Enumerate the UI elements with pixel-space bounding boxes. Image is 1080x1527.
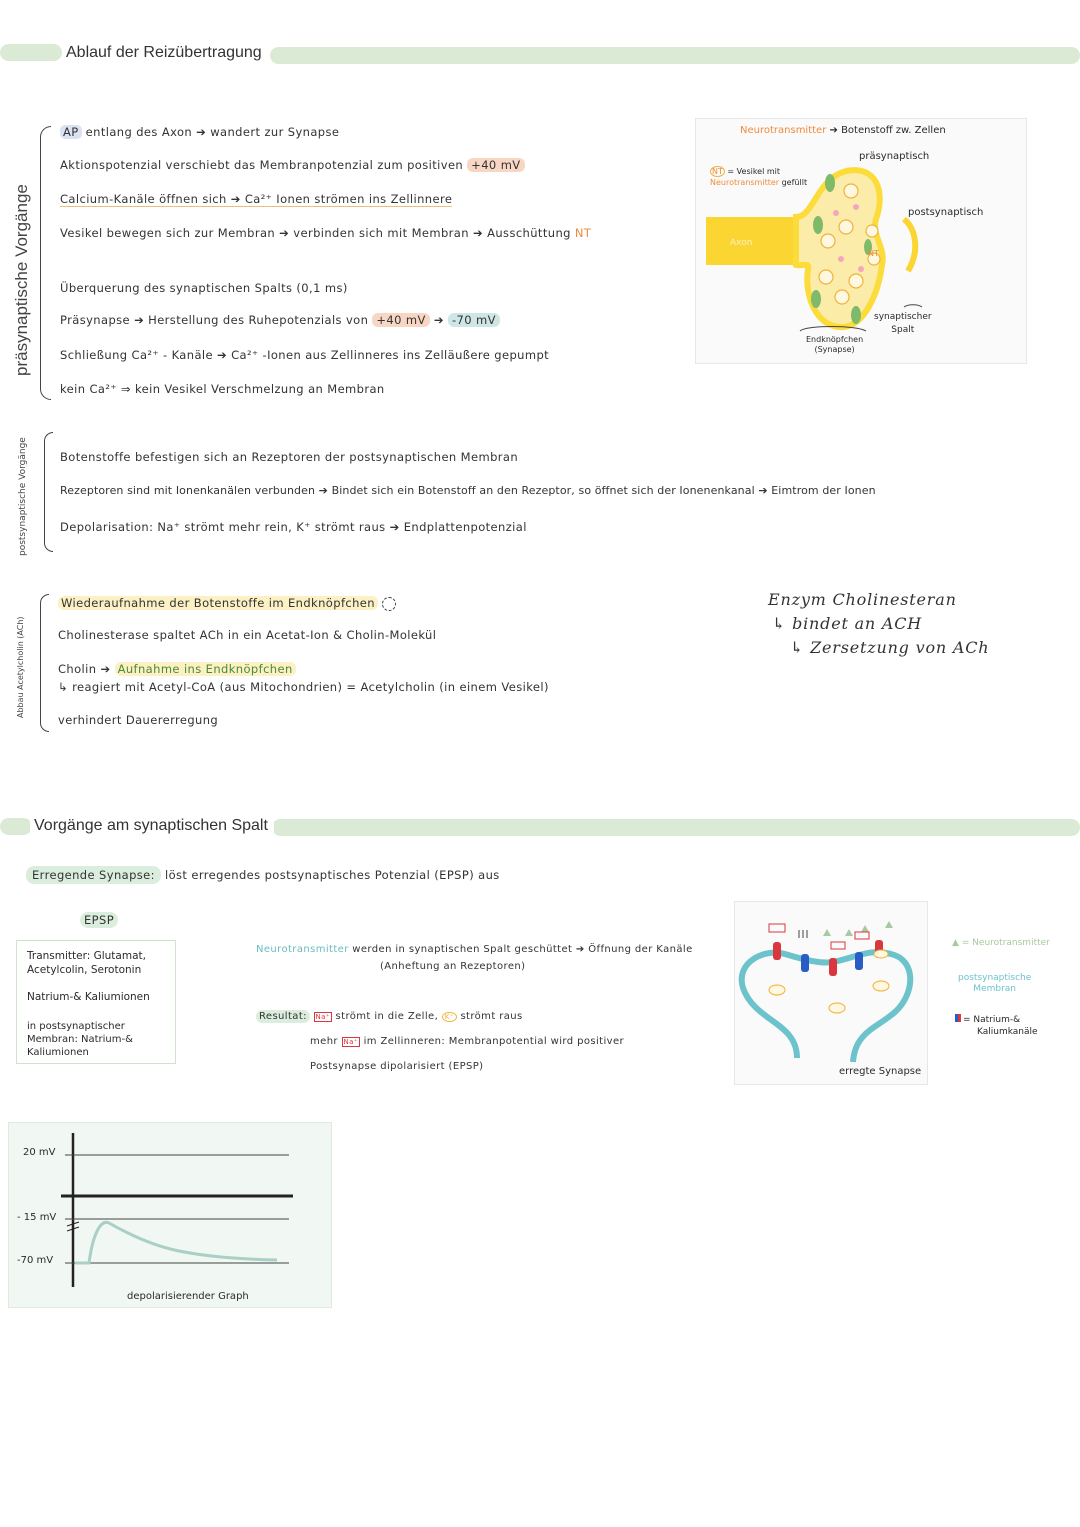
vesikel-legend: NT = Vesikel mit Neurotransmitter gefüllt <box>710 167 808 187</box>
nt-triangle-4 <box>861 925 869 932</box>
resultat-line-2: mehr Na⁺ im Zellinneren: Membranpotential wird positiver <box>310 1036 625 1047</box>
epsp-curve <box>75 1222 277 1263</box>
epsp-graph <box>8 1122 332 1308</box>
nt-triangle-2 <box>845 929 853 936</box>
vesicle-3 <box>821 234 835 248</box>
erregende-synapse-line: Erregende Synapse: löst erregendes postsynaptisches Potenzial (EPSP) aus <box>26 868 500 882</box>
pre-line-7: Schließung Ca²⁺ - Kanäle ➔ Ca²⁺ -Ionen aus Zellinneres ins Zelläußere gepumpt <box>60 348 550 362</box>
pre-line-3: Calcium-Kanäle öffnen sich ➔ Ca²⁺ Ionen strömen ins Zellinnere <box>60 192 453 206</box>
epsp-label: EPSP <box>80 913 118 927</box>
erregte-synapse-svg <box>735 902 927 1084</box>
synapse-diagram <box>695 118 1027 364</box>
note-line-3: ↳ Zersetzung von ACh <box>790 638 990 657</box>
erregte-caption: erregte Synapse <box>839 1066 922 1077</box>
note-line-2: ↳ bindet an ACH <box>772 614 923 633</box>
vesicle-4 <box>849 274 863 288</box>
graph-svg <box>9 1123 331 1307</box>
side-label-praesynaptisch: präsynaptische Vorgänge <box>12 184 31 376</box>
label-postsynaptisch: postsynaptisch <box>908 207 984 218</box>
channel-3 <box>811 290 821 308</box>
vesicle-1 <box>844 184 858 198</box>
erregte-synapse-diagram <box>734 901 928 1085</box>
header2-bar-right <box>272 819 1080 836</box>
resultat-line-3: Postsynapse dipolarisiert (EPSP) <box>310 1061 484 1072</box>
graph-label-20: 20 mV <box>23 1147 56 1158</box>
pre-line-4: Vesikel bewegen sich zur Membran ➔ verbinden sich mit Membran ➔ Ausschüttung NT <box>60 226 592 240</box>
postsynapse-shape <box>904 219 915 271</box>
nt-triangle-3 <box>885 921 893 928</box>
post-line-3: Depolarisation: Na⁺ strömt mehr rein, K⁺ strömt raus ➔ Endplattenpotenzial <box>60 520 527 534</box>
pre-line-8: kein Ca²⁺ ⇒ kein Vesikel Verschmelzung an Membran <box>60 382 385 396</box>
pre-line-1: AP entlang des Axon ➔ wandert zur Synapse <box>60 125 339 139</box>
abbau-line-2: Cholinesterase spaltet ACh in ein Acetat-Ion & Cholin-Molekül <box>58 628 437 642</box>
post-line-1: Botenstoffe befestigen sich an Rezeptoren der postsynaptischen Membran <box>60 450 519 464</box>
na-ion-box-2 <box>831 942 845 949</box>
pink-dot-2 <box>838 256 844 262</box>
channel-4 <box>851 306 861 324</box>
na-ion-box-3 <box>855 932 869 939</box>
k-ion-1 <box>769 985 785 995</box>
k-ion-2 <box>829 1003 845 1013</box>
graph-label-70: -70 mV <box>17 1255 54 1266</box>
channel-1 <box>825 174 835 192</box>
pink-dot-3 <box>858 266 864 272</box>
na-ion-box-1 <box>769 924 785 932</box>
pink-dot-1 <box>853 204 859 210</box>
legend-nt: ▲ = Neurotransmitter <box>952 938 1050 948</box>
side-label-abbau: Abbau Acetylcholin (ACh) <box>16 616 25 718</box>
k-ion-3 <box>873 981 889 991</box>
legend-kanal: = Natrium-& Kaliumkanäle <box>955 1014 1038 1038</box>
spalt-label: synaptischer Spalt <box>874 312 932 335</box>
legend-membran: postsynaptische Membran <box>958 973 1032 994</box>
pre-line-6: Präsynapse ➔ Herstellung des Ruhepotenzials von +40 mV ➔ -70 mV <box>60 313 500 327</box>
resultat-line-1: Resultat: Na⁺ strömt in die Zelle, K⁺ strömt raus <box>256 1011 523 1022</box>
section-title-ablauf: Ablauf der Reizübertragung <box>62 44 268 62</box>
nt-label: NT <box>868 249 879 258</box>
nt-triangle-1 <box>823 929 831 936</box>
graph-label-15: - 15 mV <box>17 1212 57 1223</box>
vesicle-6 <box>835 290 849 304</box>
vesicle-5 <box>819 270 833 284</box>
brace-praesynaptisch <box>40 126 51 400</box>
section-title-spalt: Vorgänge am synaptischen Spalt <box>30 817 274 835</box>
box-item-3: in postsynaptischer Membran: Natrium-& Kaliumionen <box>27 1021 133 1058</box>
transmitter-box <box>16 940 176 1064</box>
na-channel-2 <box>829 958 837 976</box>
k-channel-2 <box>855 952 863 970</box>
abbau-line-3: Cholin ➔ Aufnahme ins Endknöpfchen <box>58 662 296 676</box>
box-item-1: Transmitter: Glutamat, Acetylcolin, Serotonin <box>27 950 146 976</box>
header2-bar-left <box>0 818 32 835</box>
label-praesynaptisch: präsynaptisch <box>859 151 930 162</box>
nt-spalt-line: Neurotransmitter werden in synaptischen Spalt geschüttet ➔ Öffnung der Kanäle <box>256 944 693 955</box>
nt-spalt-line-2: (Anheftung an Rezeptoren) <box>380 961 526 972</box>
membrane-path <box>742 952 911 1062</box>
side-label-postsynaptisch: postsynaptische Vorgänge <box>18 437 28 556</box>
note-line-1: Enzym Cholinesteran <box>768 590 957 609</box>
spalt-brace <box>904 305 922 307</box>
header-bar-left <box>0 44 62 61</box>
k-channel-1 <box>801 954 809 972</box>
pink-dot-4 <box>833 210 839 216</box>
brace-abbau <box>40 594 49 732</box>
vesicle-2 <box>839 220 853 234</box>
box-item-2: Natrium-& Kaliumionen <box>27 991 150 1003</box>
brace-postsynaptisch <box>44 432 53 552</box>
header-bar-right <box>270 47 1080 64</box>
pre-line-2: Aktionspotenzial verschiebt das Membranpotenzial zum positiven +40 mV <box>60 158 525 172</box>
abbau-line-5: verhindert Dauererregung <box>58 713 219 727</box>
abbau-line-1: Wiederaufnahme der Botenstoffe im Endknöpfchen <box>58 596 396 611</box>
channel-2 <box>813 216 823 234</box>
endknopf-label: Endknöpfchen (Synapse) <box>806 335 864 354</box>
pre-line-5: Überquerung des synaptischen Spalts (0,1 ms) <box>60 281 348 295</box>
abbau-line-4: ↳ reagiert mit Acetyl-CoA (aus Mitochondrien) = Acetylcholin (in einem Vesikel) <box>58 680 549 694</box>
na-channel-1 <box>773 942 781 960</box>
vesicle-7 <box>866 225 878 237</box>
post-line-2: Rezeptoren sind mit Ionenkanälen verbunden ➔ Bindet sich ein Botenstoff an den Rezeptor, so öffnet sich der Ionenenkanal ➔ Eimtrom der Ionen <box>60 484 876 497</box>
axon-label: Axon <box>730 238 753 248</box>
k-ion-4 <box>874 950 888 958</box>
graph-caption: depolarisierender Graph <box>127 1291 249 1302</box>
diagram-top-label: Neurotransmitter ➔ Botenstoff zw. Zellen <box>740 125 946 136</box>
